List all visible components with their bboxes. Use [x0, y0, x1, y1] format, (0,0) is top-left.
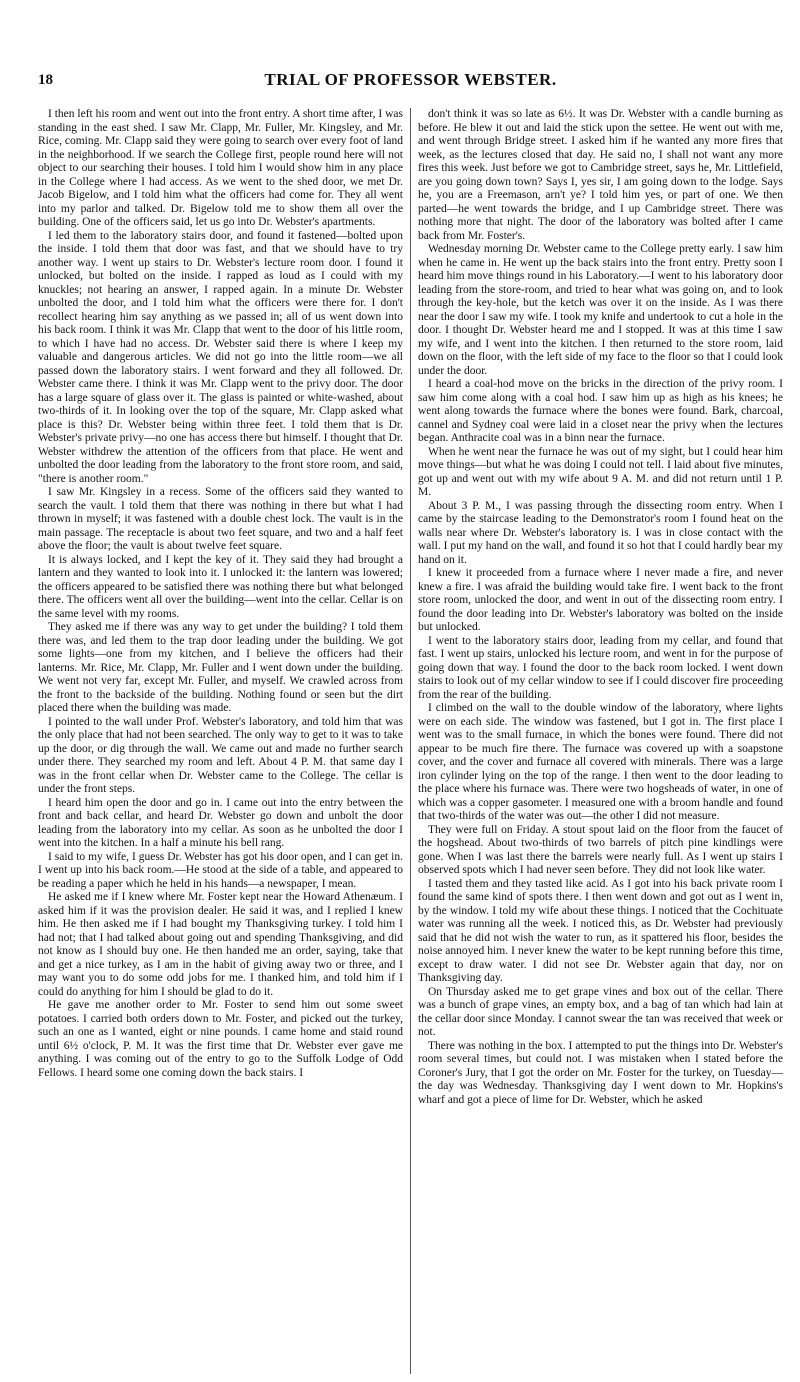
paragraph: I knew it proceeded from a furnace where I never made a fire, and never knew a fire. I was afraid the building would take fire. I went back to the front store room, unlocked the door, and went in out of the dissecting room entry. I found the door leading into Dr. Webster's laboratory was bolted on the inside but unlocked.	[418, 567, 783, 633]
paragraph: I pointed to the wall under Prof. Webster's laboratory, and told him that was the only place that had not been searched. The only way to get to it was to take up the door, or dig through the wall. We came out and made no further search under there. They searched my room and left. About 4 P. M. that same day I was in the front cellar when Dr. Webster came to the College. The cellar is under the front steps.	[38, 715, 403, 795]
paragraph: I climbed on the wall to the double window of the laboratory, where lights were on each side. The window was fastened, but I got in. The first place I went was to the small furnace, in which the bones were found. There did not appear to be much fire there. The furnace was covered up with a soapstone cover, and the cover and furnace all covered with minerals. There was a large iron cylinder lying on the top of the range. I then went to the door leading to the place where his furnace was. There were two hogsheads of water, in one of which was a copper gasometer. I measured one with a broom handle and found that two-thirds of the water was out—the other I did not measure.	[418, 702, 783, 822]
page-number: 18	[38, 72, 53, 88]
paragraph: I heard a coal-hod move on the bricks in the direction of the privy room. I saw him come along with a coal hod. I saw him up as high as his knees; he went along towards the furnace where the bones were found. Bark, charcoal, cannel and Sydney coal were laid in a closet near the privy when the lectures began. Anthracite coal was in a binn near the furnace.	[418, 378, 783, 444]
text-columns	[38, 108, 783, 1374]
paragraph: I then left his room and went out into the front entry. A short time after, I was standing in the east shed. I saw Mr. Clapp, Mr. Fuller, Mr. Kingsley, and Mr. Rice, coming. Mr. Clapp said they were going to search over every foot of land in the neighborhood. If we search the College first, people round here will not object to our searching their houses. I told him I would show him in any place in the College where I had access. As we went to the shed door, we met Dr. Jacob Bigelow, and I told him what the officers had come for. They all went into my parlor and talked. Dr. Bigelow told me to show them all over the building. One of the officers said, let us go into Dr. Webster's apartments.	[38, 108, 403, 228]
column-divider	[410, 108, 411, 1374]
paragraph: On Thursday asked me to get grape vines and box out of the cellar. There was a bunch of grape vines, an empty box, and a bag of tan which had lain at the cellar door since Monday. I cannot swear the tan was received that week or not.	[418, 985, 783, 1038]
paragraph: I saw Mr. Kingsley in a recess. Some of the officers said they wanted to search the vault. I told them that there was nothing in there but what I had thrown in myself; it was fastened with a double chest lock. The vault is in the main passage. The receptacle is about two feet square, and two and a half feet above the floor; the vault is about twelve feet square.	[38, 486, 403, 552]
left-column	[38, 108, 403, 1374]
paragraph: About 3 P. M., I was passing through the dissecting room entry. When I came by the staircase leading to the Demonstrator's room I found heat on the walls near where Dr. Webster's laboratory is. I was in close contact with the wall. I put my hand on the wall, and found it so hot that I could hardly bear my hand on it.	[418, 499, 783, 566]
paragraph: Wednesday morning Dr. Webster came to the College pretty early. I saw him when he came in. He went up the back stairs into the front entry. Pretty soon I heard him move things round in his Laboratory.—I went to his laboratory door leading from the store-room, and tried to hear what was going on, and to look through the key-hole, but the ketch was over it on the inside. As I was there near the door I saw my wife. I took my knife and undertook to cut a hole in the door. I thought Dr. Webster heard me and I stopped. It was at this time I saw my wife, and I went into the kitchen. I then returned to the store room, laid down on the floor, with the left side of my face to the floor so that I could look under the door.	[418, 243, 783, 377]
paragraph: It is always locked, and I kept the key of it. They said they had brought a lantern and they wanted to look into it. I unlocked it: the lantern was lowered; the officers appeared to be satisfied there was nothing there but what belonged there. The officers went all over the building—went into the cellar. Cellar is on the same level with my rooms.	[38, 553, 403, 620]
paragraph: I heard him open the door and go in. I came out into the entry between the front and back cellar, and heard Dr. Webster go down and unbolt the door leading from the laboratory into my cellar. As soon as he unbolted the door I went into the kitchen. In a half a minute his bell rang.	[38, 796, 403, 849]
paragraph: I led them to the laboratory stairs door, and found it fastened—bolted upon the inside. I told them that door was fast, and that we should have to try another way. I went up stairs to Dr. Webster's lecture room door. I found it unlocked, but bolted on the inside. I rapped as loud as I could with my knuckles; not hearing an answer, I rapped again. In a minute Dr. Webster unbolted the door, and I told him what the officers were there for. I don't recollect hearing him say anything as we passed in; all of us went down into his back room. I think it was Mr. Clapp that went to the door of his little room, to which I have had no access. Dr. Webster said there is where I keep my valuable and dangerous articles. We did not go into the little room—we all passed down the laboratory stairs. I went forward and they all followed. Dr. Webster came there. I think it was Mr. Clapp went to the privy door. The door has a large square of glass over it. The glass is painted or white-washed, about two-thirds of it. In looking over the top of the square, Mr. Clapp asked what place is this? Dr. Webster being within three feet. I told them that is Dr. Webster's private privy—no one has access there but himself. I thought that Dr. Webster withdrew the attention of the officers from that place. He went and unbolted the door leading from the laboratory to the front store room, and said, "there is another room."	[38, 229, 403, 485]
paragraph: don't think it was so late as 6½. It was Dr. Webster with a candle burning as before. He blew it out and laid the stick upon the settee. He went out with me, and went through Bridge street. I asked him if he wanted any more fires that week, as the lectures closed that day. He said no, I shall not want any more fires this week. Just before we got to Cambridge street, says he, Mr. Littlefield, are you going down town? Says I, yes sir, I am going down to the lodge. Says he, you are a Freemason, arn't ye? I told him yes, or part of one. We then parted—he went towards the bridge, and I up Cambridge street. There was nothing more that night. The door of the laboratory was bolted after I came back from Mr. Foster's.	[418, 108, 783, 242]
running-title: TRIAL OF PROFESSOR WEBSTER.	[264, 70, 557, 89]
page-header	[38, 70, 783, 96]
paragraph: I went to the laboratory stairs door, leading from my cellar, and found that fast. I went up stairs, unlocked his lecture room, and went in for the purpose of going down that way. I found the door to the back room locked. I went down stairs to look out of my cellar window to see if I could discover fire proceeding from the rear of the building.	[418, 634, 783, 701]
paragraph: He gave me another order to Mr. Foster to send him out some sweet potatoes. I carried both orders down to Mr. Foster, and picked out the turkey, such an one as I wanted, eight or nine pounds. I came home and staid round until 6½ o'clock, P. M. It was the first time that Dr. Webster ever gave me anything. I was coming out of the entry to go to the Suffolk Lodge of Odd Fellows. I heard some one coming down the back stairs. I	[38, 999, 403, 1079]
paragraph: He asked me if I knew where Mr. Foster kept near the Howard Athenæum. I asked him if it was the provision dealer. He said it was, and I replied I knew him. He then asked me if I had bought my Thanksgiving turkey. I told him I had not; that I had talked about going out and spending Thanksgiving, and did not know as I should buy one. He then handed me an order, saying, take that and get a nice turkey, as I am in the habit of giving away two or three, and I may want you to do some odd jobs for me. I thanked him, and told him if I could do anything for him I should be glad to do it.	[38, 891, 403, 998]
paragraph: They were full on Friday. A stout spout laid on the floor from the faucet of the hogshead. About two-thirds of two barrels of pitch pine kindlings were gone. When I was last there the barrels were nearly full. As I went up stairs I observed spots which I had never seen before. They did not look like water.	[418, 823, 783, 876]
paragraph: I tasted them and they tasted like acid. As I got into his back private room I found the same kind of spots there. I then went down and got out as I went in, by the window. I told my wife about these things. I noticed that the Cochituate water was running all the week. I noticed this, as Dr. Webster had previously said that he did not wish the water to run, as it spattered his floor, besides the noise annoyed him. I never knew the water to be kept running before this time, except to draw water. I did not see Dr. Webster again that day, nor on Thanksgiving day.	[418, 877, 783, 984]
paragraph: They asked me if there was any way to get under the building? I told them there was, and led them to the trap door leading under the building. We got some lights—one from my kitchen, and I believe the officers had their lanterns. Mr. Rice, Mr. Clapp, Mr. Fuller and I went down under the building. We went not very far, except Mr. Fuller, and myself. We crawled across from the front to the backside of the building. Nothing found or seen but the dirt placed there when the building was made.	[38, 621, 403, 714]
paragraph: I said to my wife, I guess Dr. Webster has got his door open, and I can get in. I went up into his back room.—He stood at the side of a table, and appeared to be reading a paper which he held in his hands—a newspaper, I mean.	[38, 850, 403, 890]
paragraph: There was nothing in the box. I attempted to put the things into Dr. Webster's room several times, but could not. I was mistaken when I stated before the Coroner's Jury, that I got the order on Mr. Foster for the turkey, on Tuesday—the day was Wednesday. Thanksgiving day I went down to Mr. Hopkins's wharf and got a piece of lime for Dr. Webster, which he asked	[418, 1039, 783, 1106]
paragraph: When he went near the furnace he was out of my sight, but I could hear him move things—but what he was doing I could not tell. I laid about five minutes, got up and went out with my wife about 9 A. M. and did not return until 1 P. M.	[418, 445, 783, 498]
right-column	[418, 108, 783, 1374]
